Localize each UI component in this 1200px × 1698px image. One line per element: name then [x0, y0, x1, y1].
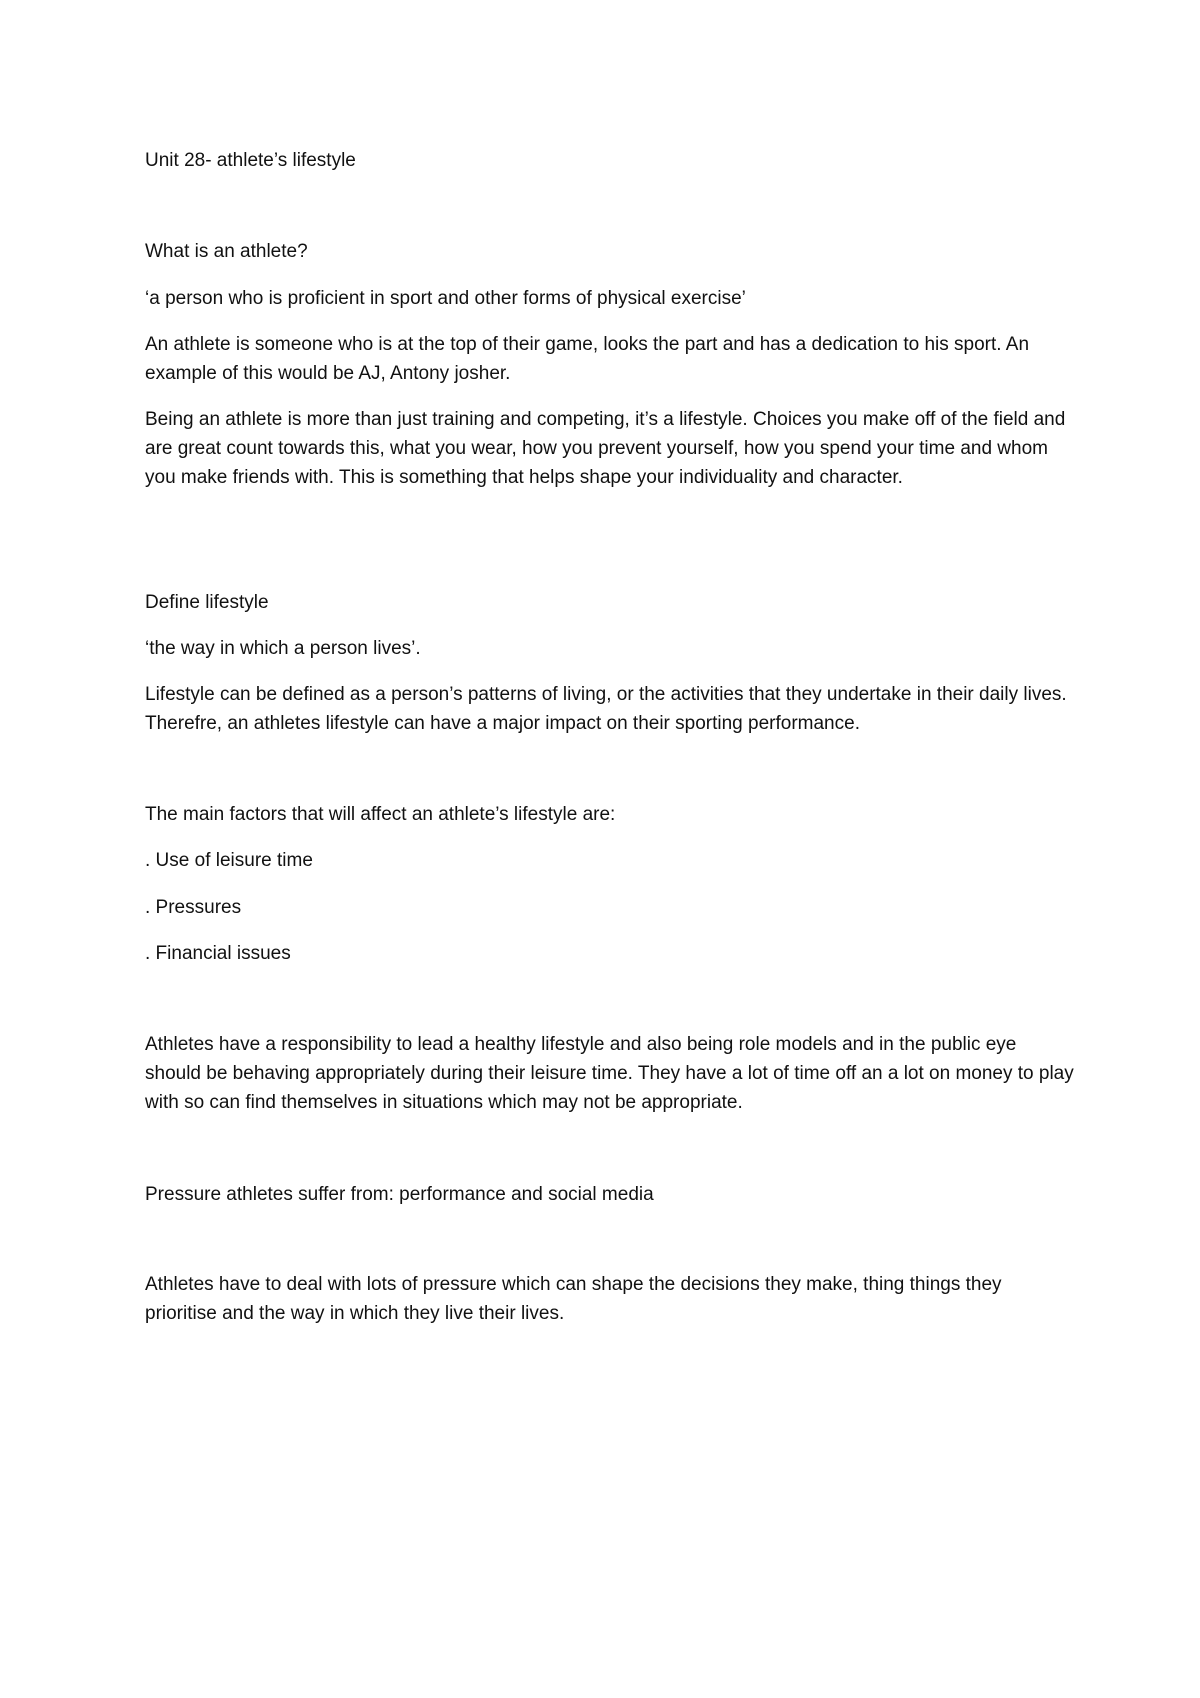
question-athlete: What is an athlete? [145, 241, 308, 262]
paragraph-responsibility: Athletes have a responsibility to lead a healthy lifestyle and also being role models and in the public eye should be behaving appropriately during their leisure time. They have a lot of time off an a lot on money to play with so can find themselves in situations which may not be appropriate. [145, 1034, 1074, 1113]
definition-lifestyle: ‘the way in which a person lives’. [145, 638, 421, 659]
heading-pressure: Pressure athletes suffer from: performance and social media [145, 1184, 654, 1205]
heading-define-lifestyle: Define lifestyle [145, 592, 269, 613]
factors-intro: The main factors that will affect an athlete’s lifestyle are: [145, 804, 616, 825]
paragraph-pressure: Athletes have to deal with lots of pressure which can shape the decisions they make, thing things they prioritise and the way in which they live their lives. [145, 1274, 1002, 1324]
list-item-factor-pressures: . Pressures [145, 897, 242, 918]
paragraph-lifestyle-defined: Lifestyle can be defined as a person’s patterns of living, or the activities that they undertake in their daily lives. Therefre, an athletes lifestyle can have a major impact on their sporting performance. [145, 684, 1067, 734]
document-title: Unit 28- athlete’s lifestyle [145, 150, 356, 171]
definition-athlete: ‘a person who is proficient in sport and other forms of physical exercise’ [145, 288, 746, 309]
paragraph-athlete-description: An athlete is someone who is at the top of their game, looks the part and has a dedication to his sport. An example of this would be AJ, Antony josher. [145, 334, 1030, 384]
paragraph-lifestyle-description: Being an athlete is more than just training and competing, it’s a lifestyle. Choices you make off of the field and are great count towards this, what you wear, how you prevent yourself, how you spend your time and whom you make friends with. This is something that helps shape your individuality and character. [145, 409, 1066, 488]
list-item-factor-leisure: . Use of leisure time [145, 850, 313, 871]
list-item-factor-financial: . Financial issues [145, 943, 291, 964]
